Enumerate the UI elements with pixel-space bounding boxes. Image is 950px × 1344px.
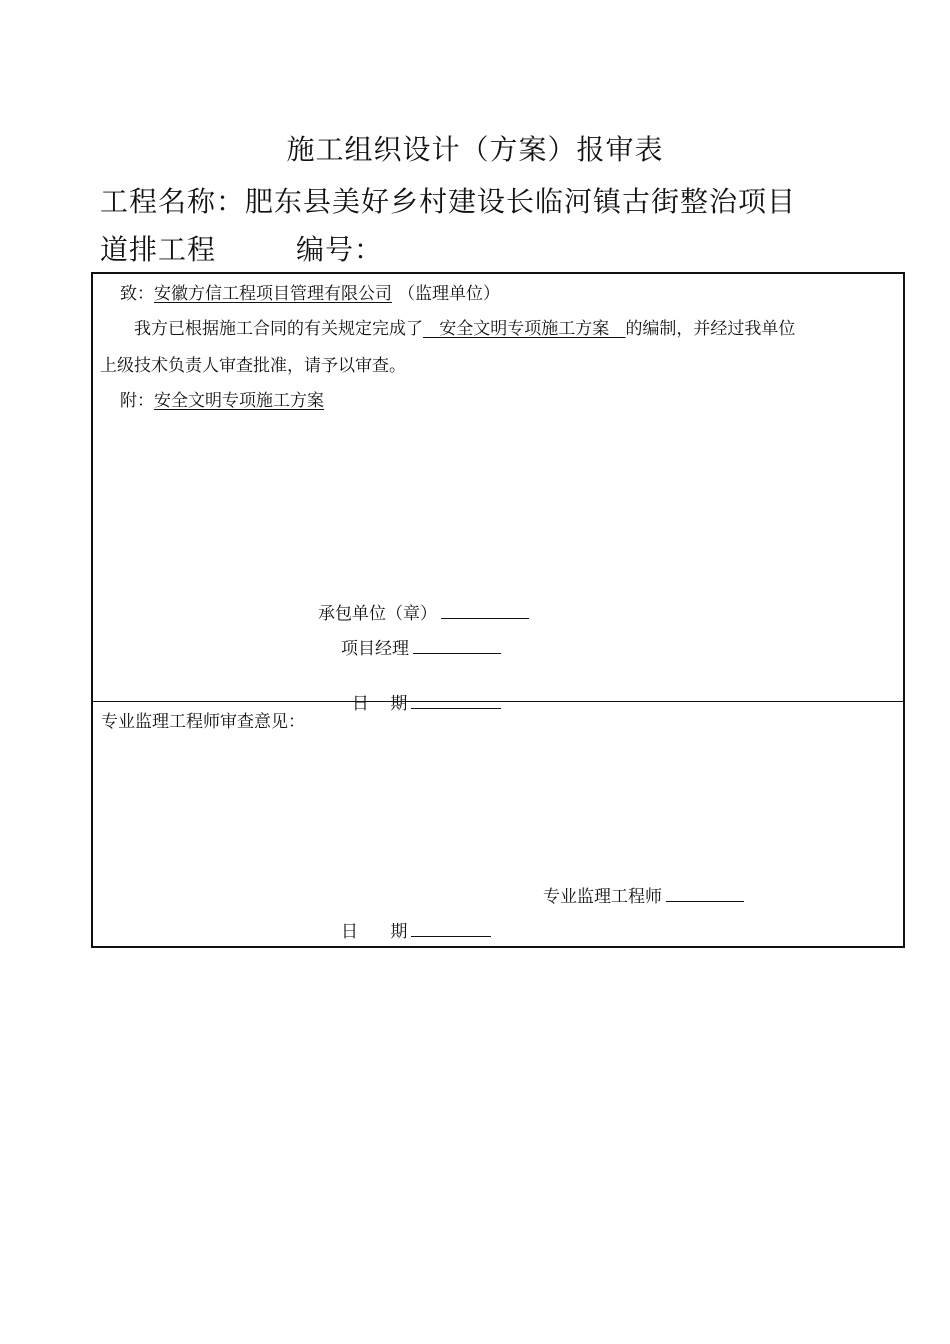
review-opinion-label: 专业监理工程师审查意见： bbox=[101, 712, 305, 732]
addressee-role: （监理单位） bbox=[398, 284, 500, 304]
addressee-line bbox=[120, 279, 500, 304]
plan-name-underlined: 安全文明专项施工方案 bbox=[423, 319, 626, 339]
body-line-2: 上级技术负责人审查批准，请予以审查。 bbox=[100, 356, 406, 376]
addressee-label: 致： bbox=[120, 284, 154, 304]
contractor-label: 承包单位（章） bbox=[318, 604, 437, 624]
body-prefix: 我方已根据施工合同的有关规定完成了 bbox=[134, 319, 423, 339]
contractor-blank[interactable] bbox=[441, 602, 529, 619]
date-line bbox=[341, 669, 501, 714]
date-blank[interactable] bbox=[411, 692, 501, 709]
serial-number-label: 编号： bbox=[296, 233, 384, 266]
review-date-line bbox=[341, 917, 491, 942]
review-date-blank[interactable] bbox=[411, 920, 491, 937]
engineer-blank[interactable] bbox=[666, 885, 744, 902]
pm-signature-line bbox=[341, 634, 501, 659]
contractor-signature-line bbox=[318, 599, 529, 624]
body-line-1 bbox=[134, 314, 795, 339]
project-name-line2: 道排工程 bbox=[100, 233, 217, 266]
date-label: 日 期 bbox=[351, 694, 408, 714]
engineer-signature-line bbox=[543, 882, 744, 907]
form-title: 施工组织设计（方案）报审表 bbox=[286, 133, 664, 166]
attachment-line bbox=[120, 386, 324, 411]
attachment-label: 附： bbox=[120, 391, 154, 411]
attachment-value: 安全文明专项施工方案 bbox=[154, 391, 324, 411]
engineer-label: 专业监理工程师 bbox=[543, 887, 662, 907]
addressee-company: 安徽方信工程项目管理有限公司 bbox=[154, 284, 392, 304]
body-suffix: 的编制，并经过我单位 bbox=[625, 319, 796, 339]
pm-blank[interactable] bbox=[413, 637, 501, 654]
review-date-label: 日 期 bbox=[341, 922, 408, 942]
project-name-line1: 工程名称：肥东县美好乡村建设长临河镇古街整治项目 bbox=[100, 185, 797, 218]
pm-label: 项目经理 bbox=[341, 639, 409, 659]
